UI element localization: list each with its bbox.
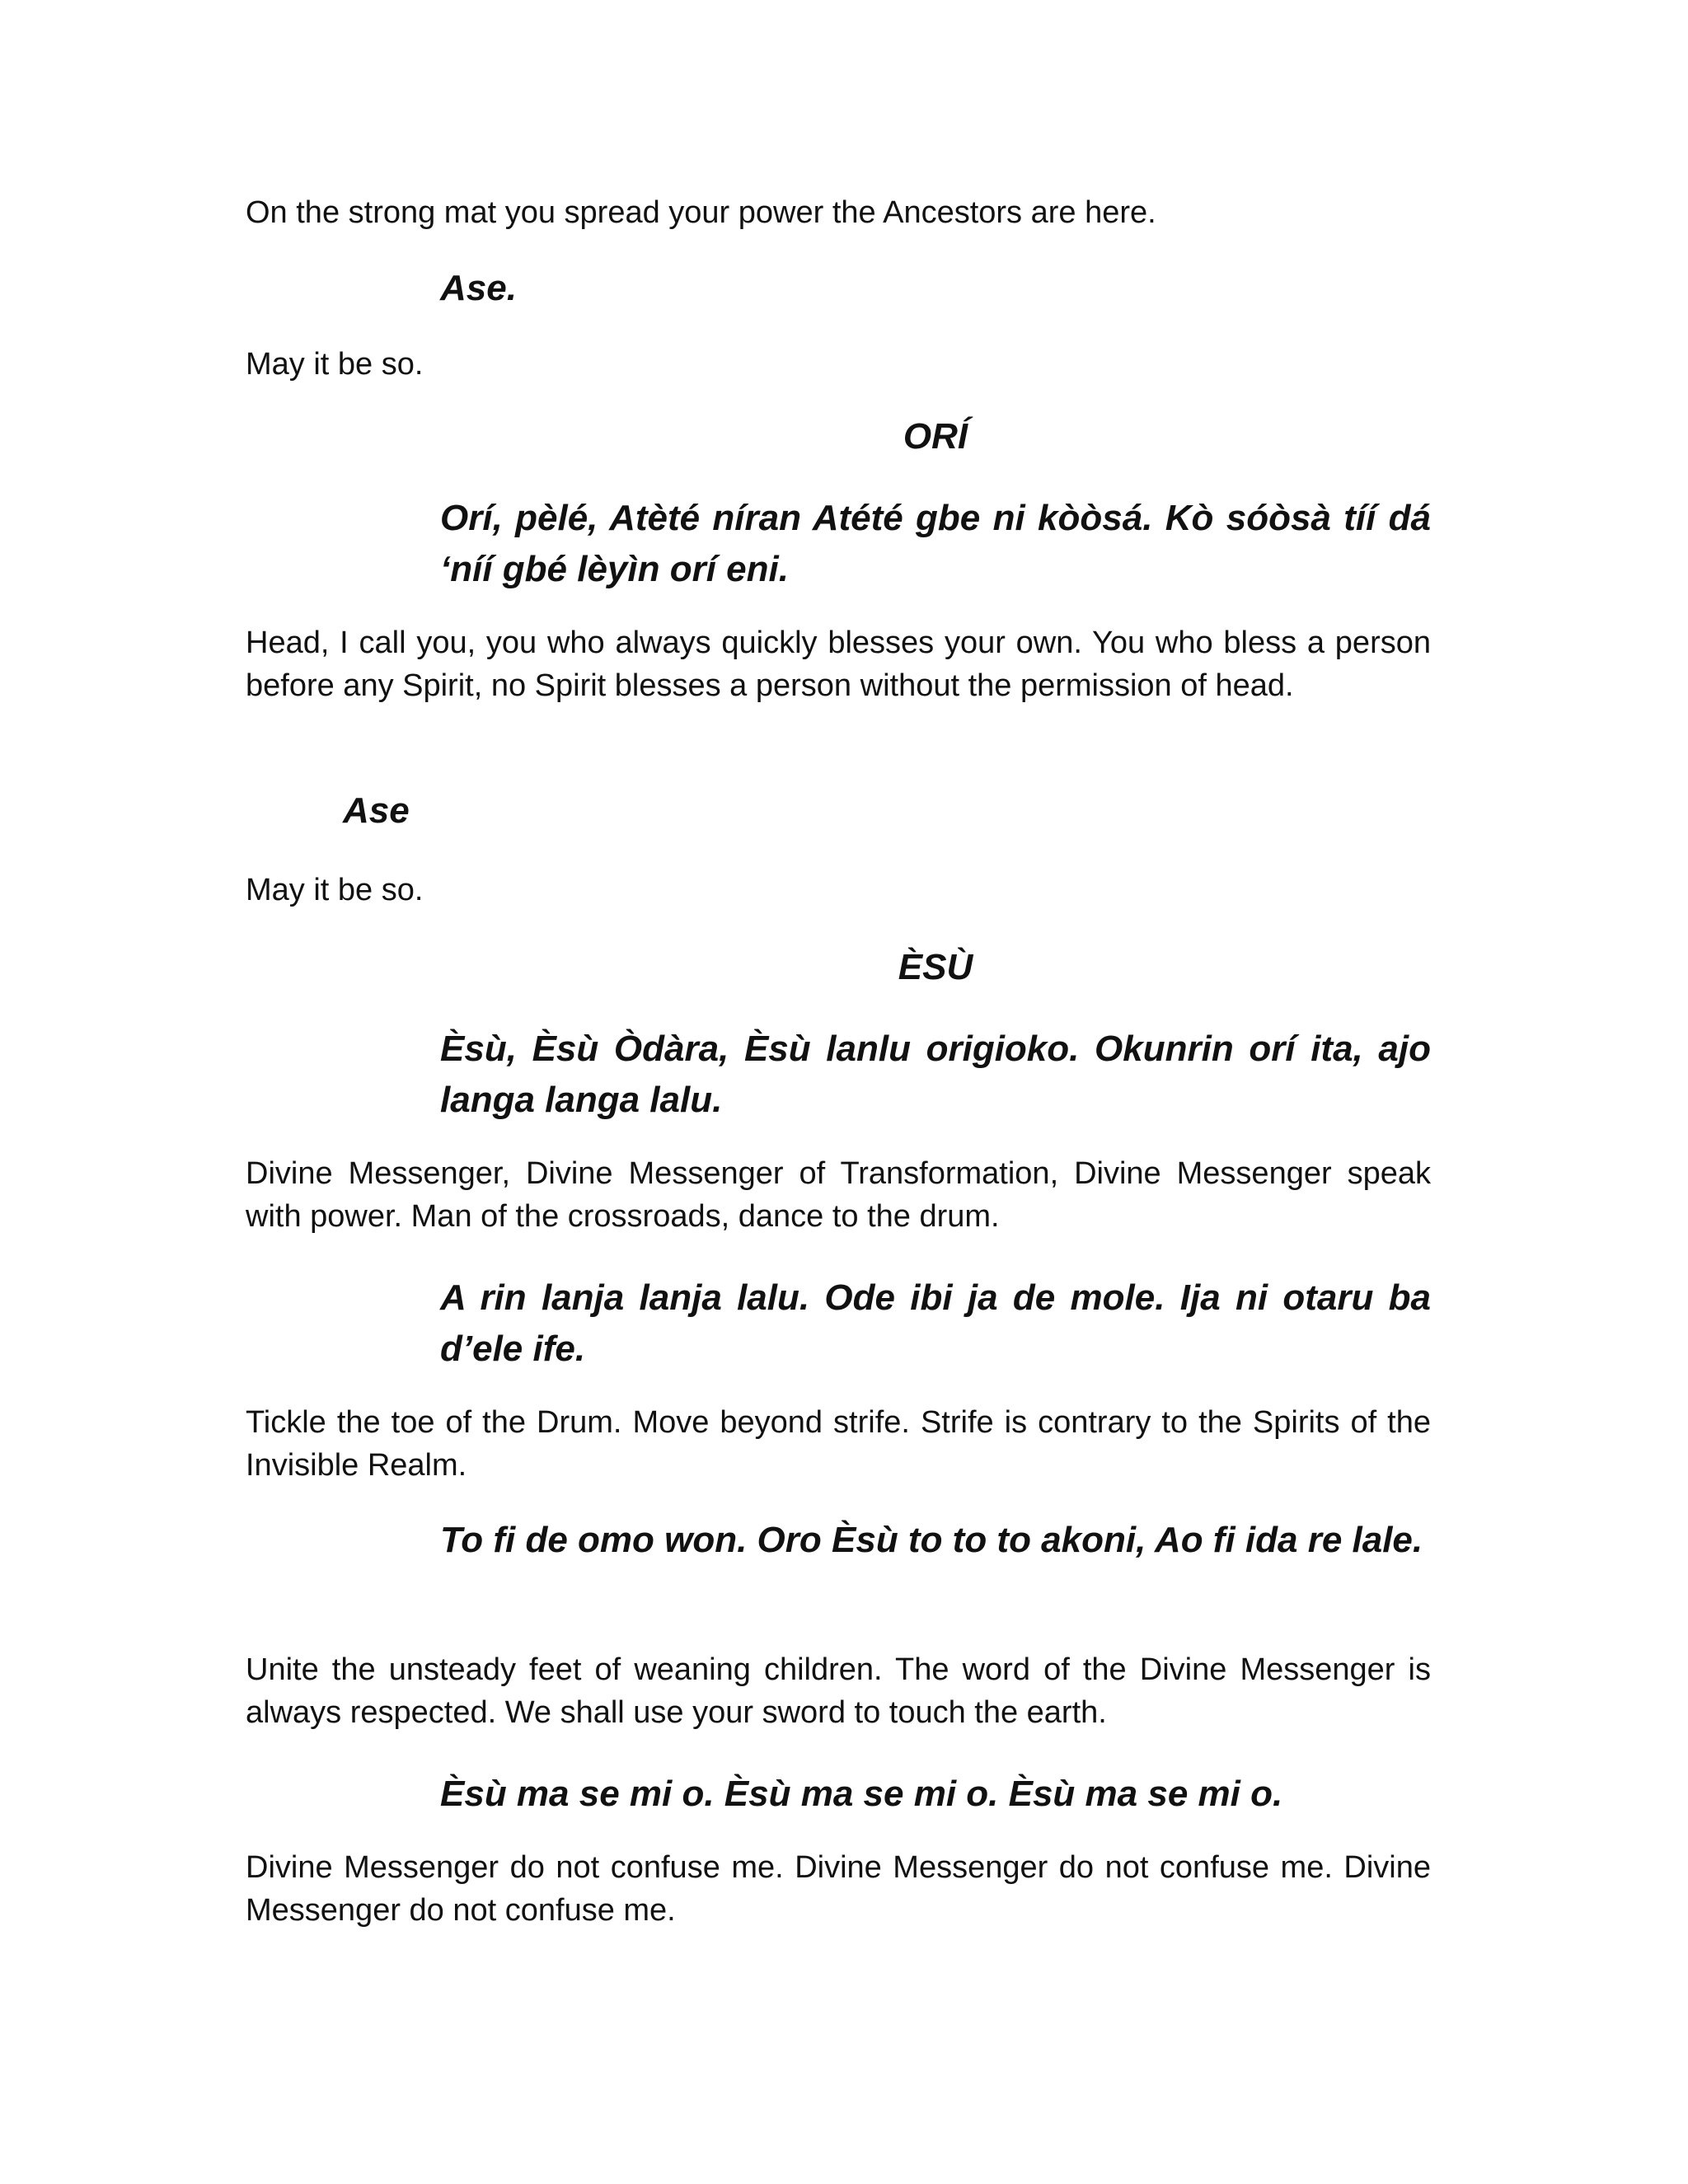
esu-invocation-4: Èsù ma se mi o. Èsù ma se mi o. Èsù ma se mi o. [440,1774,1283,1814]
ase-translation-2: May it be so. [246,873,424,907]
heading-esu: ÈSÙ [898,947,973,987]
ase-response-2: Ase [343,790,410,831]
heading-ori: ORÍ [903,416,968,457]
ase-response-1: Ase. [440,268,517,308]
esu-translation-2: Tickle the toe of the Drum. Move beyond strife. Strife is contrary to the Spirits of the Invisible Realm. [246,1405,1431,1483]
esu-translation-3: Unite the unsteady feet of weaning children. The word of the Divine Messenger is always respected. We shall use your sword to touch the earth. [246,1652,1431,1730]
ori-translation: Head, I call you, you who always quickly blesses your own. You who bless a person before any Spirit, no Spirit blesses a person without the permission of head. [246,626,1431,703]
esu-invocation-1: Èsù, Èsù Òdàra, Èsù lanlu origioko. Okunrin orí ita, ajo langa langa lalu. [440,1029,1431,1120]
esu-translation-1: Divine Messenger, Divine Messenger of Transformation, Divine Messenger speak with power. Man of the crossroads, dance to the drum. [246,1156,1431,1234]
esu-translation-4: Divine Messenger do not confuse me. Divine Messenger do not confuse me. Divine Messenger do not confuse me. [246,1850,1431,1928]
esu-invocation-3: To fi de omo won. Oro Èsù to to to akoni, Ao fi ida re lale. [440,1520,1423,1560]
ase-translation-1: May it be so. [246,347,424,382]
intro-line: On the strong mat you spread your power the Ancestors are here. [246,195,1156,230]
ori-invocation: Orí, pèlé, Atèté níran Atété gbe ni kòòsá. Kò sóòsà tíí dá ‘níí gbé lèyìn orí eni. [440,498,1431,589]
esu-invocation-2: A rin lanja lanja lalu. Ode ibi ja de mole. Ija ni otaru ba d’ele ife. [440,1277,1431,1369]
